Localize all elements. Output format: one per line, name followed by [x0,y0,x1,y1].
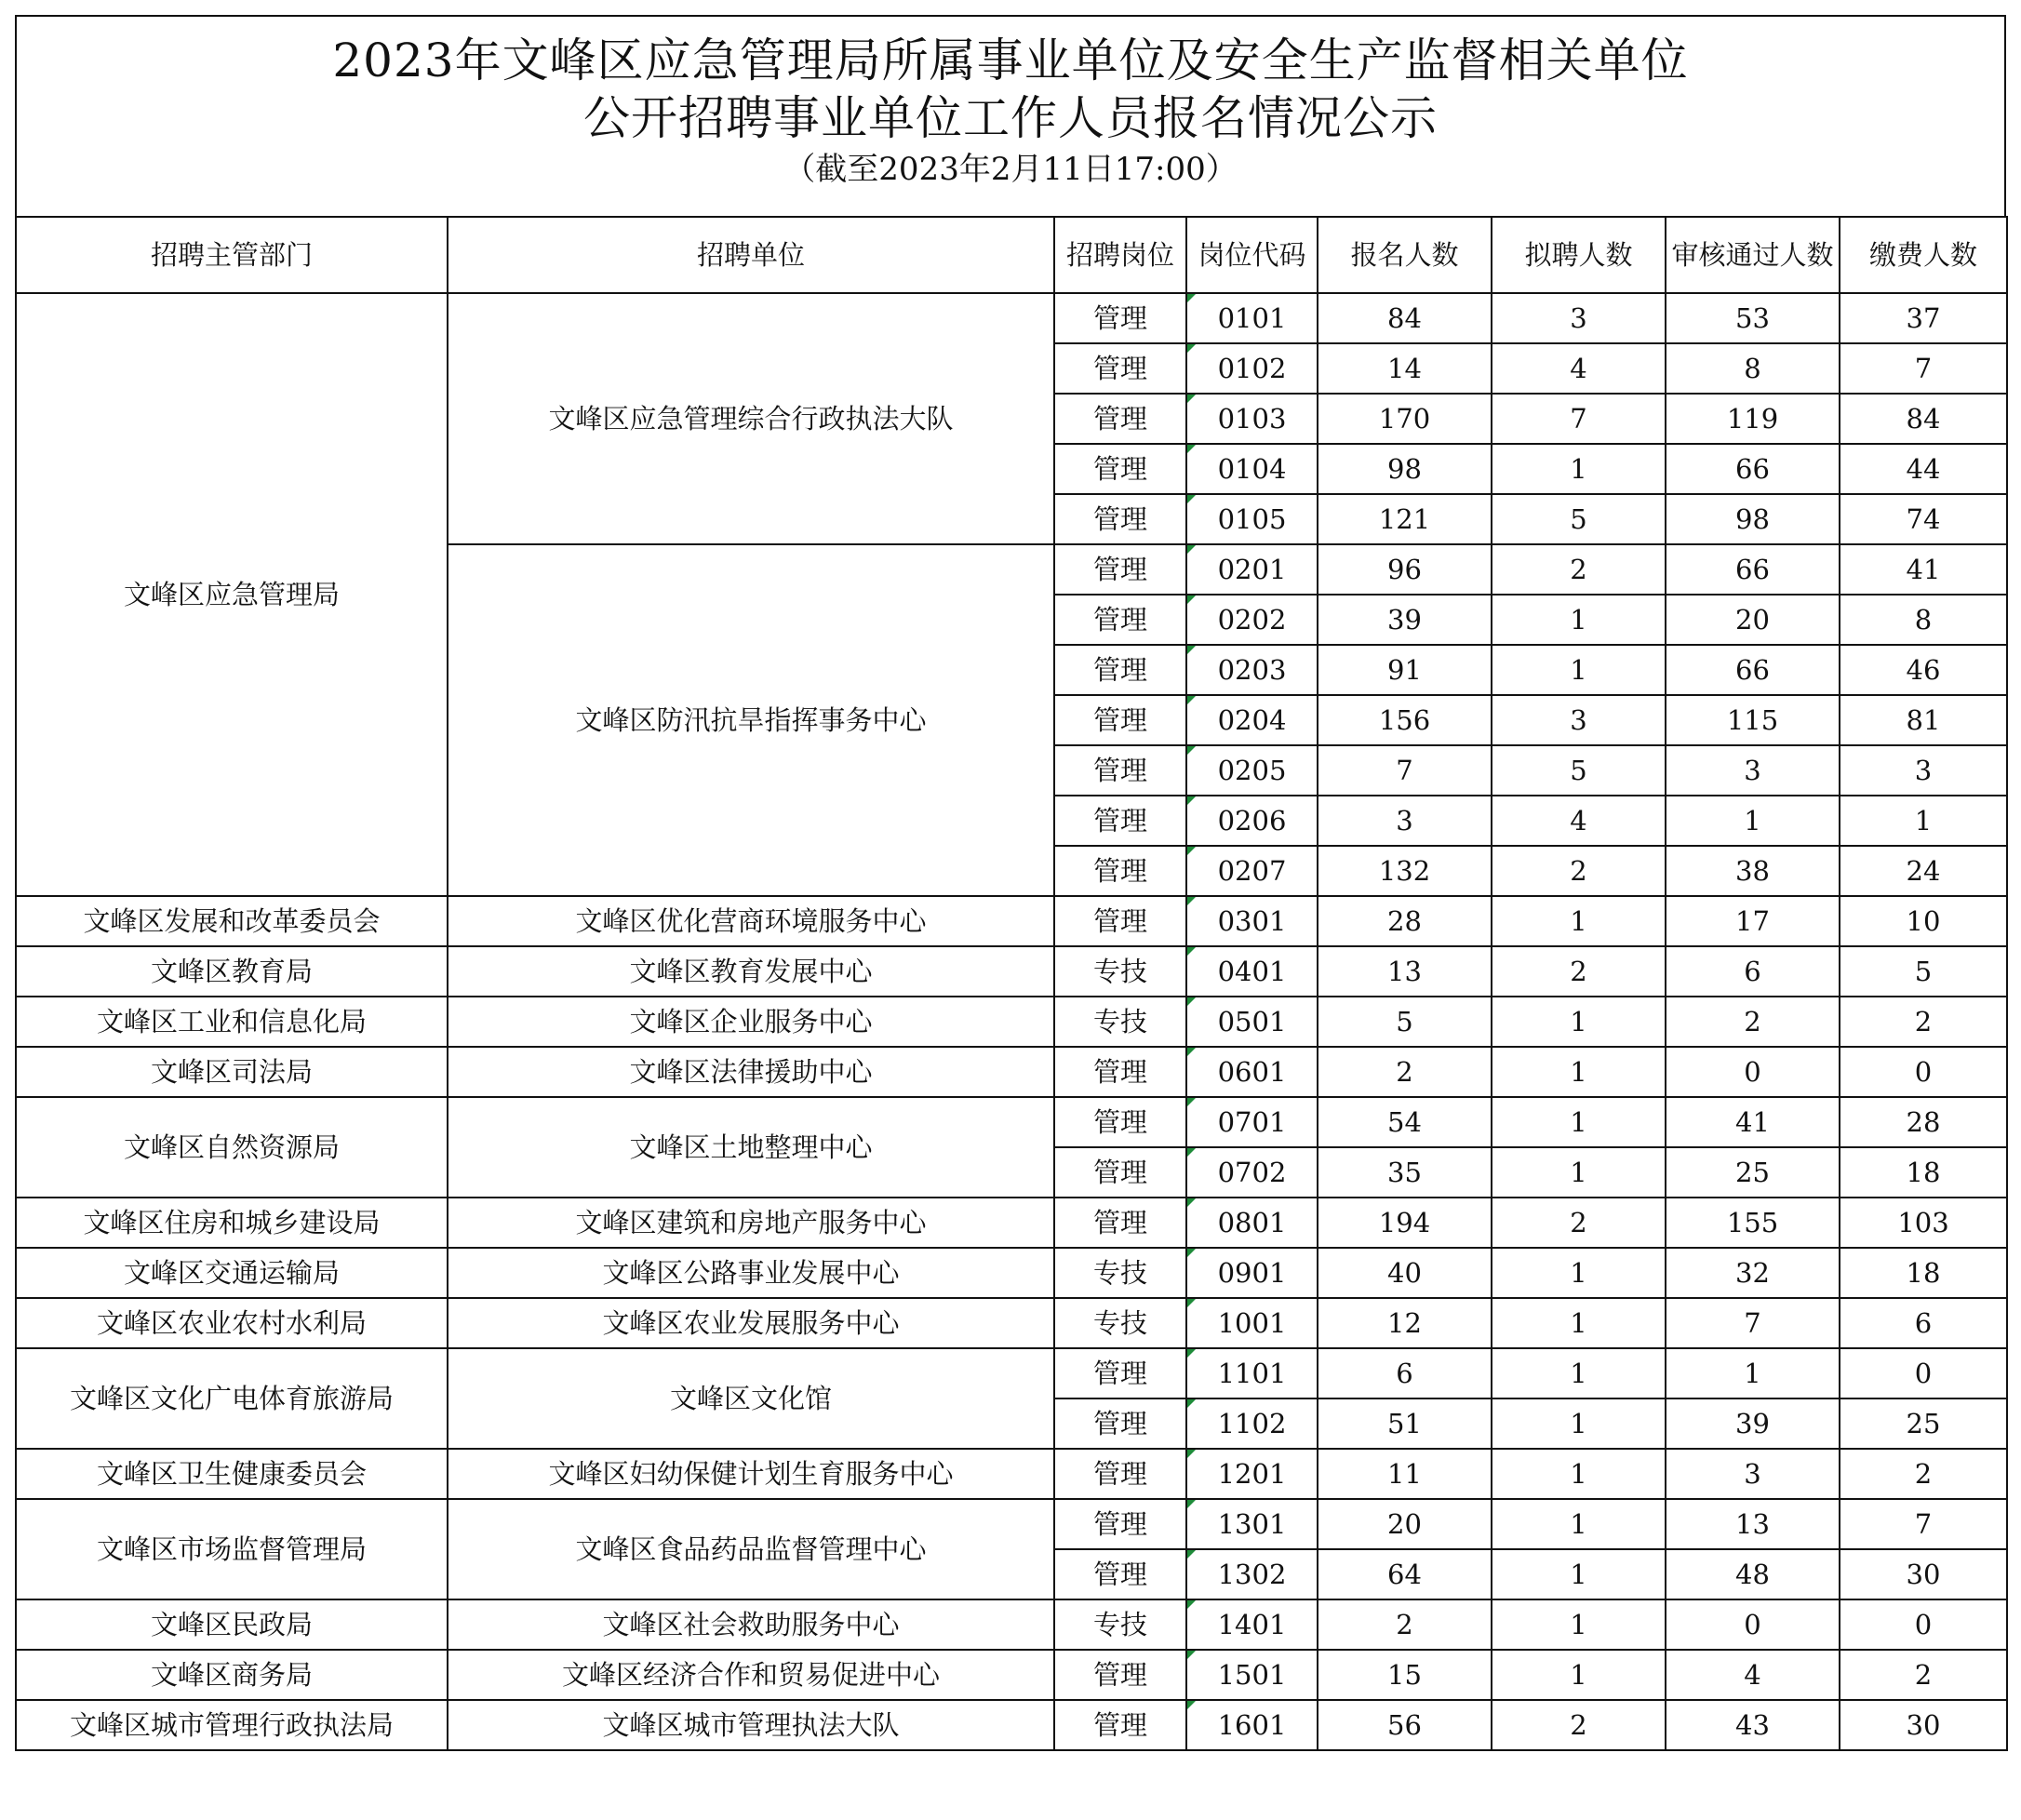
applicants-cell: 20 [1318,1499,1492,1549]
unit-cell: 文峰区教育发展中心 [448,946,1054,997]
unit-cell: 文峰区妇幼保健计划生育服务中心 [448,1449,1054,1499]
paid-cell: 81 [1840,695,2007,745]
paid-cell: 3 [1840,745,2007,796]
post-cell: 专技 [1054,997,1186,1047]
unit-cell: 文峰区经济合作和贸易促进中心 [448,1650,1054,1700]
approved-cell: 43 [1666,1700,1840,1750]
unit-cell: 文峰区应急管理综合行政执法大队 [448,293,1054,544]
header-planned: 拟聘人数 [1492,217,1666,293]
approved-cell: 66 [1666,645,1840,695]
dept-cell: 文峰区文化广电体育旅游局 [16,1348,448,1449]
dept-cell: 文峰区工业和信息化局 [16,997,448,1047]
paid-cell: 28 [1840,1097,2007,1147]
paid-cell: 30 [1840,1700,2007,1750]
planned-cell: 3 [1492,695,1666,745]
approved-cell: 4 [1666,1650,1840,1700]
applicants-cell: 54 [1318,1097,1492,1147]
code-cell: 0205 [1186,745,1318,796]
approved-cell: 7 [1666,1298,1840,1348]
applicants-cell: 14 [1318,343,1492,394]
applicants-cell: 6 [1318,1348,1492,1398]
code-cell: 0601 [1186,1047,1318,1097]
table-row [16,1248,2007,1298]
post-cell: 专技 [1054,1298,1186,1348]
paid-cell: 0 [1840,1599,2007,1650]
approved-cell: 25 [1666,1147,1840,1198]
code-cell: 0203 [1186,645,1318,695]
post-cell: 管理 [1054,1650,1186,1700]
approved-cell: 1 [1666,1348,1840,1398]
planned-cell: 1 [1492,1147,1666,1198]
post-cell: 管理 [1054,1398,1186,1449]
registration-table [15,216,2008,1751]
planned-cell: 2 [1492,544,1666,595]
page-subtitle: （截至2023年2月11日17:00） [783,151,1238,188]
approved-cell: 0 [1666,1599,1840,1650]
paid-cell: 2 [1840,1650,2007,1700]
approved-cell: 3 [1666,745,1840,796]
paid-cell: 5 [1840,946,2007,997]
planned-cell: 4 [1492,796,1666,846]
header-unit: 招聘单位 [448,217,1054,293]
post-cell: 管理 [1054,1147,1186,1198]
approved-cell: 39 [1666,1398,1840,1449]
approved-cell: 66 [1666,544,1840,595]
code-cell: 1302 [1186,1549,1318,1599]
planned-cell: 1 [1492,1248,1666,1298]
planned-cell: 2 [1492,1198,1666,1248]
unit-cell: 文峰区优化营商环境服务中心 [448,896,1054,946]
code-cell: 0901 [1186,1248,1318,1298]
applicants-cell: 7 [1318,745,1492,796]
planned-cell: 1 [1492,645,1666,695]
applicants-cell: 98 [1318,444,1492,494]
post-cell: 管理 [1054,1198,1186,1248]
code-cell: 1102 [1186,1398,1318,1449]
code-cell: 0104 [1186,444,1318,494]
applicants-cell: 5 [1318,997,1492,1047]
dept-cell: 文峰区民政局 [16,1599,448,1650]
approved-cell: 2 [1666,997,1840,1047]
applicants-cell: 40 [1318,1248,1492,1298]
dept-cell: 文峰区市场监督管理局 [16,1499,448,1599]
header-approved: 审核通过人数 [1666,217,1840,293]
planned-cell: 1 [1492,1499,1666,1549]
code-cell: 0102 [1186,343,1318,394]
applicants-cell: 91 [1318,645,1492,695]
post-cell: 管理 [1054,595,1186,645]
applicants-cell: 15 [1318,1650,1492,1700]
approved-cell: 66 [1666,444,1840,494]
unit-cell: 文峰区食品药品监督管理中心 [448,1499,1054,1599]
approved-cell: 98 [1666,494,1840,544]
code-cell: 1501 [1186,1650,1318,1700]
code-cell: 1301 [1186,1499,1318,1549]
planned-cell: 1 [1492,444,1666,494]
dept-cell: 文峰区住房和城乡建设局 [16,1198,448,1248]
paid-cell: 0 [1840,1047,2007,1097]
table-row [16,1348,2007,1398]
applicants-cell: 35 [1318,1147,1492,1198]
paid-cell: 2 [1840,1449,2007,1499]
planned-cell: 3 [1492,293,1666,343]
applicants-cell: 64 [1318,1549,1492,1599]
post-cell: 管理 [1054,494,1186,544]
dept-cell: 文峰区教育局 [16,946,448,997]
applicants-cell: 51 [1318,1398,1492,1449]
table-row [16,1599,2007,1650]
post-cell: 管理 [1054,1499,1186,1549]
code-cell: 0201 [1186,544,1318,595]
planned-cell: 5 [1492,745,1666,796]
dept-cell: 文峰区交通运输局 [16,1248,448,1298]
applicants-cell: 84 [1318,293,1492,343]
applicants-cell: 96 [1318,544,1492,595]
paid-cell: 18 [1840,1248,2007,1298]
post-cell: 专技 [1054,946,1186,997]
post-cell: 专技 [1054,1599,1186,1650]
unit-cell: 文峰区防汛抗旱指挥事务中心 [448,544,1054,896]
post-cell: 管理 [1054,1348,1186,1398]
planned-cell: 1 [1492,1348,1666,1398]
dept-cell: 文峰区自然资源局 [16,1097,448,1198]
paid-cell: 0 [1840,1348,2007,1398]
table-row [16,1700,2007,1750]
post-cell: 管理 [1054,1700,1186,1750]
unit-cell: 文峰区法律援助中心 [448,1047,1054,1097]
paid-cell: 10 [1840,896,2007,946]
header-applicants: 报名人数 [1318,217,1492,293]
table-row [16,1097,2007,1147]
planned-cell: 1 [1492,595,1666,645]
paid-cell: 25 [1840,1398,2007,1449]
code-cell: 0801 [1186,1198,1318,1248]
post-cell: 管理 [1054,394,1186,444]
post-cell: 管理 [1054,343,1186,394]
code-cell: 1401 [1186,1599,1318,1650]
approved-cell: 6 [1666,946,1840,997]
paid-cell: 24 [1840,846,2007,896]
table-row [16,1449,2007,1499]
code-cell: 0105 [1186,494,1318,544]
paid-cell: 7 [1840,343,2007,394]
planned-cell: 7 [1492,394,1666,444]
applicants-cell: 194 [1318,1198,1492,1248]
post-cell: 管理 [1054,1047,1186,1097]
approved-cell: 155 [1666,1198,1840,1248]
table-row [16,1198,2007,1248]
approved-cell: 13 [1666,1499,1840,1549]
code-cell: 0301 [1186,896,1318,946]
planned-cell: 2 [1492,846,1666,896]
applicants-cell: 156 [1318,695,1492,745]
paid-cell: 6 [1840,1298,2007,1348]
table-row [16,997,2007,1047]
post-cell: 管理 [1054,1097,1186,1147]
post-cell: 专技 [1054,1248,1186,1298]
approved-cell: 119 [1666,394,1840,444]
code-cell: 0206 [1186,796,1318,846]
unit-cell: 文峰区文化馆 [448,1348,1054,1449]
paid-cell: 44 [1840,444,2007,494]
code-cell: 1201 [1186,1449,1318,1499]
planned-cell: 1 [1492,1650,1666,1700]
post-cell: 管理 [1054,645,1186,695]
paid-cell: 37 [1840,293,2007,343]
dept-cell: 文峰区发展和改革委员会 [16,896,448,946]
planned-cell: 1 [1492,1047,1666,1097]
approved-cell: 41 [1666,1097,1840,1147]
header-department: 招聘主管部门 [16,217,448,293]
post-cell: 管理 [1054,846,1186,896]
dept-cell: 文峰区农业农村水利局 [16,1298,448,1348]
applicants-cell: 121 [1318,494,1492,544]
paid-cell: 103 [1840,1198,2007,1248]
post-cell: 管理 [1054,1449,1186,1499]
approved-cell: 8 [1666,343,1840,394]
table-row [16,1047,2007,1097]
approved-cell: 1 [1666,796,1840,846]
post-cell: 管理 [1054,1549,1186,1599]
post-cell: 管理 [1054,695,1186,745]
unit-cell: 文峰区城市管理执法大队 [448,1700,1054,1750]
approved-cell: 48 [1666,1549,1840,1599]
applicants-cell: 3 [1318,796,1492,846]
applicants-cell: 56 [1318,1700,1492,1750]
table-row [16,293,2007,343]
code-cell: 1001 [1186,1298,1318,1348]
post-cell: 管理 [1054,745,1186,796]
recruitment-sheet [15,15,2006,1751]
paid-cell: 18 [1840,1147,2007,1198]
approved-cell: 53 [1666,293,1840,343]
dept-cell: 文峰区应急管理局 [16,293,448,896]
planned-cell: 1 [1492,997,1666,1047]
code-cell: 0101 [1186,293,1318,343]
planned-cell: 1 [1492,1599,1666,1650]
paid-cell: 7 [1840,1499,2007,1549]
applicants-cell: 11 [1318,1449,1492,1499]
planned-cell: 1 [1492,1097,1666,1147]
applicants-cell: 2 [1318,1047,1492,1097]
approved-cell: 17 [1666,896,1840,946]
unit-cell: 文峰区土地整理中心 [448,1097,1054,1198]
code-cell: 1101 [1186,1348,1318,1398]
code-cell: 0701 [1186,1097,1318,1147]
approved-cell: 38 [1666,846,1840,896]
table-row [16,1298,2007,1348]
applicants-cell: 28 [1318,896,1492,946]
applicants-cell: 13 [1318,946,1492,997]
post-cell: 管理 [1054,544,1186,595]
post-cell: 管理 [1054,796,1186,846]
dept-cell: 文峰区卫生健康委员会 [16,1449,448,1499]
planned-cell: 4 [1492,343,1666,394]
dept-cell: 文峰区司法局 [16,1047,448,1097]
page-title-line1: 2023年文峰区应急管理局所属事业单位及安全生产监督相关单位 [332,33,1689,87]
paid-cell: 1 [1840,796,2007,846]
approved-cell: 3 [1666,1449,1840,1499]
approved-cell: 20 [1666,595,1840,645]
unit-cell: 文峰区建筑和房地产服务中心 [448,1198,1054,1248]
table-row [16,1499,2007,1549]
post-cell: 管理 [1054,896,1186,946]
header-post: 招聘岗位 [1054,217,1186,293]
approved-cell: 32 [1666,1248,1840,1298]
unit-cell: 文峰区农业发展服务中心 [448,1298,1054,1348]
unit-cell: 文峰区公路事业发展中心 [448,1248,1054,1298]
paid-cell: 8 [1840,595,2007,645]
applicants-cell: 170 [1318,394,1492,444]
header-paid: 缴费人数 [1840,217,2007,293]
code-cell: 0103 [1186,394,1318,444]
planned-cell: 1 [1492,1398,1666,1449]
code-cell: 0202 [1186,595,1318,645]
planned-cell: 2 [1492,946,1666,997]
post-cell: 管理 [1054,444,1186,494]
post-cell: 管理 [1054,293,1186,343]
applicants-cell: 2 [1318,1599,1492,1650]
planned-cell: 1 [1492,1549,1666,1599]
code-cell: 0204 [1186,695,1318,745]
paid-cell: 74 [1840,494,2007,544]
unit-cell: 文峰区企业服务中心 [448,997,1054,1047]
header-code: 岗位代码 [1186,217,1318,293]
approved-cell: 0 [1666,1047,1840,1097]
code-cell: 0501 [1186,997,1318,1047]
paid-cell: 84 [1840,394,2007,444]
unit-cell: 文峰区社会救助服务中心 [448,1599,1054,1650]
applicants-cell: 39 [1318,595,1492,645]
dept-cell: 文峰区城市管理行政执法局 [16,1700,448,1750]
approved-cell: 115 [1666,695,1840,745]
applicants-cell: 132 [1318,846,1492,896]
title-block [15,15,2006,216]
paid-cell: 41 [1840,544,2007,595]
table-row [16,1650,2007,1700]
dept-cell: 文峰区商务局 [16,1650,448,1700]
planned-cell: 1 [1492,1298,1666,1348]
paid-cell: 30 [1840,1549,2007,1599]
paid-cell: 2 [1840,997,2007,1047]
applicants-cell: 12 [1318,1298,1492,1348]
planned-cell: 5 [1492,494,1666,544]
code-cell: 0401 [1186,946,1318,997]
planned-cell: 1 [1492,1449,1666,1499]
code-cell: 1601 [1186,1700,1318,1750]
paid-cell: 46 [1840,645,2007,695]
planned-cell: 2 [1492,1700,1666,1750]
table-header-row [16,217,2007,293]
table-row [16,896,2007,946]
page-title-line2: 公开招聘事业单位工作人员报名情况公示 [583,91,1438,145]
code-cell: 0702 [1186,1147,1318,1198]
planned-cell: 1 [1492,896,1666,946]
table-row [16,946,2007,997]
code-cell: 0207 [1186,846,1318,896]
